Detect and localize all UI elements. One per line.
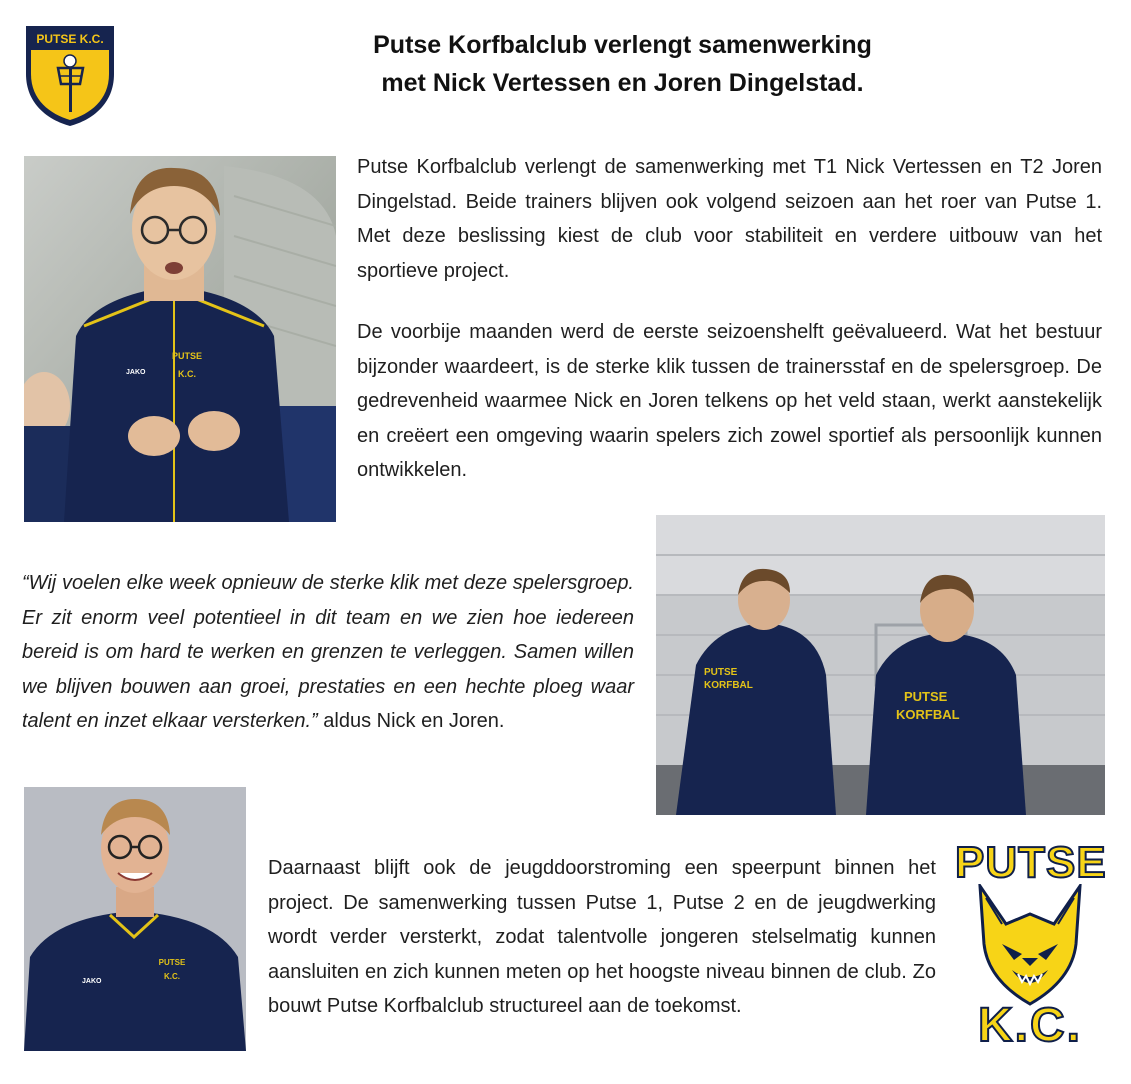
fox-logo: [955, 838, 1105, 1052]
title-line-1: Putse Korfbalclub verlengt samenwerking: [373, 31, 872, 59]
back-left-text: PUTSE KORFBAL: [704, 667, 753, 691]
portrait-chest-text: PUTSE K.C.: [158, 958, 186, 981]
coach-speaking-photo: [24, 156, 336, 522]
crest-label: PUTSE K.C.: [36, 32, 104, 46]
coach-brand-text: JAKO: [126, 369, 146, 376]
youth-paragraph: Daarnaast blijft ook de jeugddoorstroming een speerpunt binnen het project. De samenwerking tussen Putse 1, Putse 2 en de jeugdwerking wordt verder versterkt, zodat talentvolle jongeren stelselmatig kunnen aansluiten en zich kunnen meten op het hoogste niveau binnen de club. Zo bouwt Putse Korfbalclub structureel aan de toekomst.: [268, 857, 936, 1017]
fox-head-icon: [972, 884, 1088, 1006]
evaluation-paragraph: De voorbije maanden werd de eerste seizoenshelft geëvalueerd. Wat het bestuur bijzonder waardeert, is de sterke klik tussen de trainersstaf en de spelersgroep. De gedrevenheid waarmee Nick en Joren telkens op het veld staan, werkt aanstekelijk en creëert een omgeving waarin spelers zich zowel sportief als persoonlijk kunnen ontwikkelen.: [357, 321, 1102, 481]
intro-paragraph: Putse Korfbalclub verlengt de samenwerking met T1 Nick Vertessen en T2 Joren Dingelstad. Beide trainers blijven ook volgend seizoen aan het roer van Putse 1. Met deze beslissing kiest de club voor stabiliteit en verdere uitbouw van het sportieve project.: [357, 156, 1102, 282]
coaches-quote: [22, 566, 634, 739]
coaches-back-photo: [656, 515, 1105, 815]
fox-logo-top-text: PUTSE: [955, 838, 1107, 887]
article-title: [250, 26, 995, 102]
club-crest-logo: [22, 24, 118, 128]
portrait-brand-text: JAKO: [82, 978, 102, 985]
coach-chest-text: PUTSE K.C.: [171, 351, 203, 379]
quote-attribution: aldus Nick en Joren.: [317, 710, 505, 732]
quote-text: “Wij voelen elke week opnieuw de sterke klik met deze spelersgroep. Er zit enorm veel potentieel in dit team en we zien hoe iedereen bereid is om hard te werken en grenzen te verleggen. Samen willen we blijven bouwen aan groei, prestaties en een hechte ploeg waar talent en inzet elkaar versterken.”: [22, 572, 634, 732]
back-right-text: PUTSE KORFBAL: [896, 689, 960, 722]
portrait-photo: [24, 787, 246, 1051]
title-line-2: met Nick Vertessen en Joren Dingelstad.: [381, 69, 864, 97]
fox-logo-bottom-text: K.C.: [978, 999, 1082, 1052]
